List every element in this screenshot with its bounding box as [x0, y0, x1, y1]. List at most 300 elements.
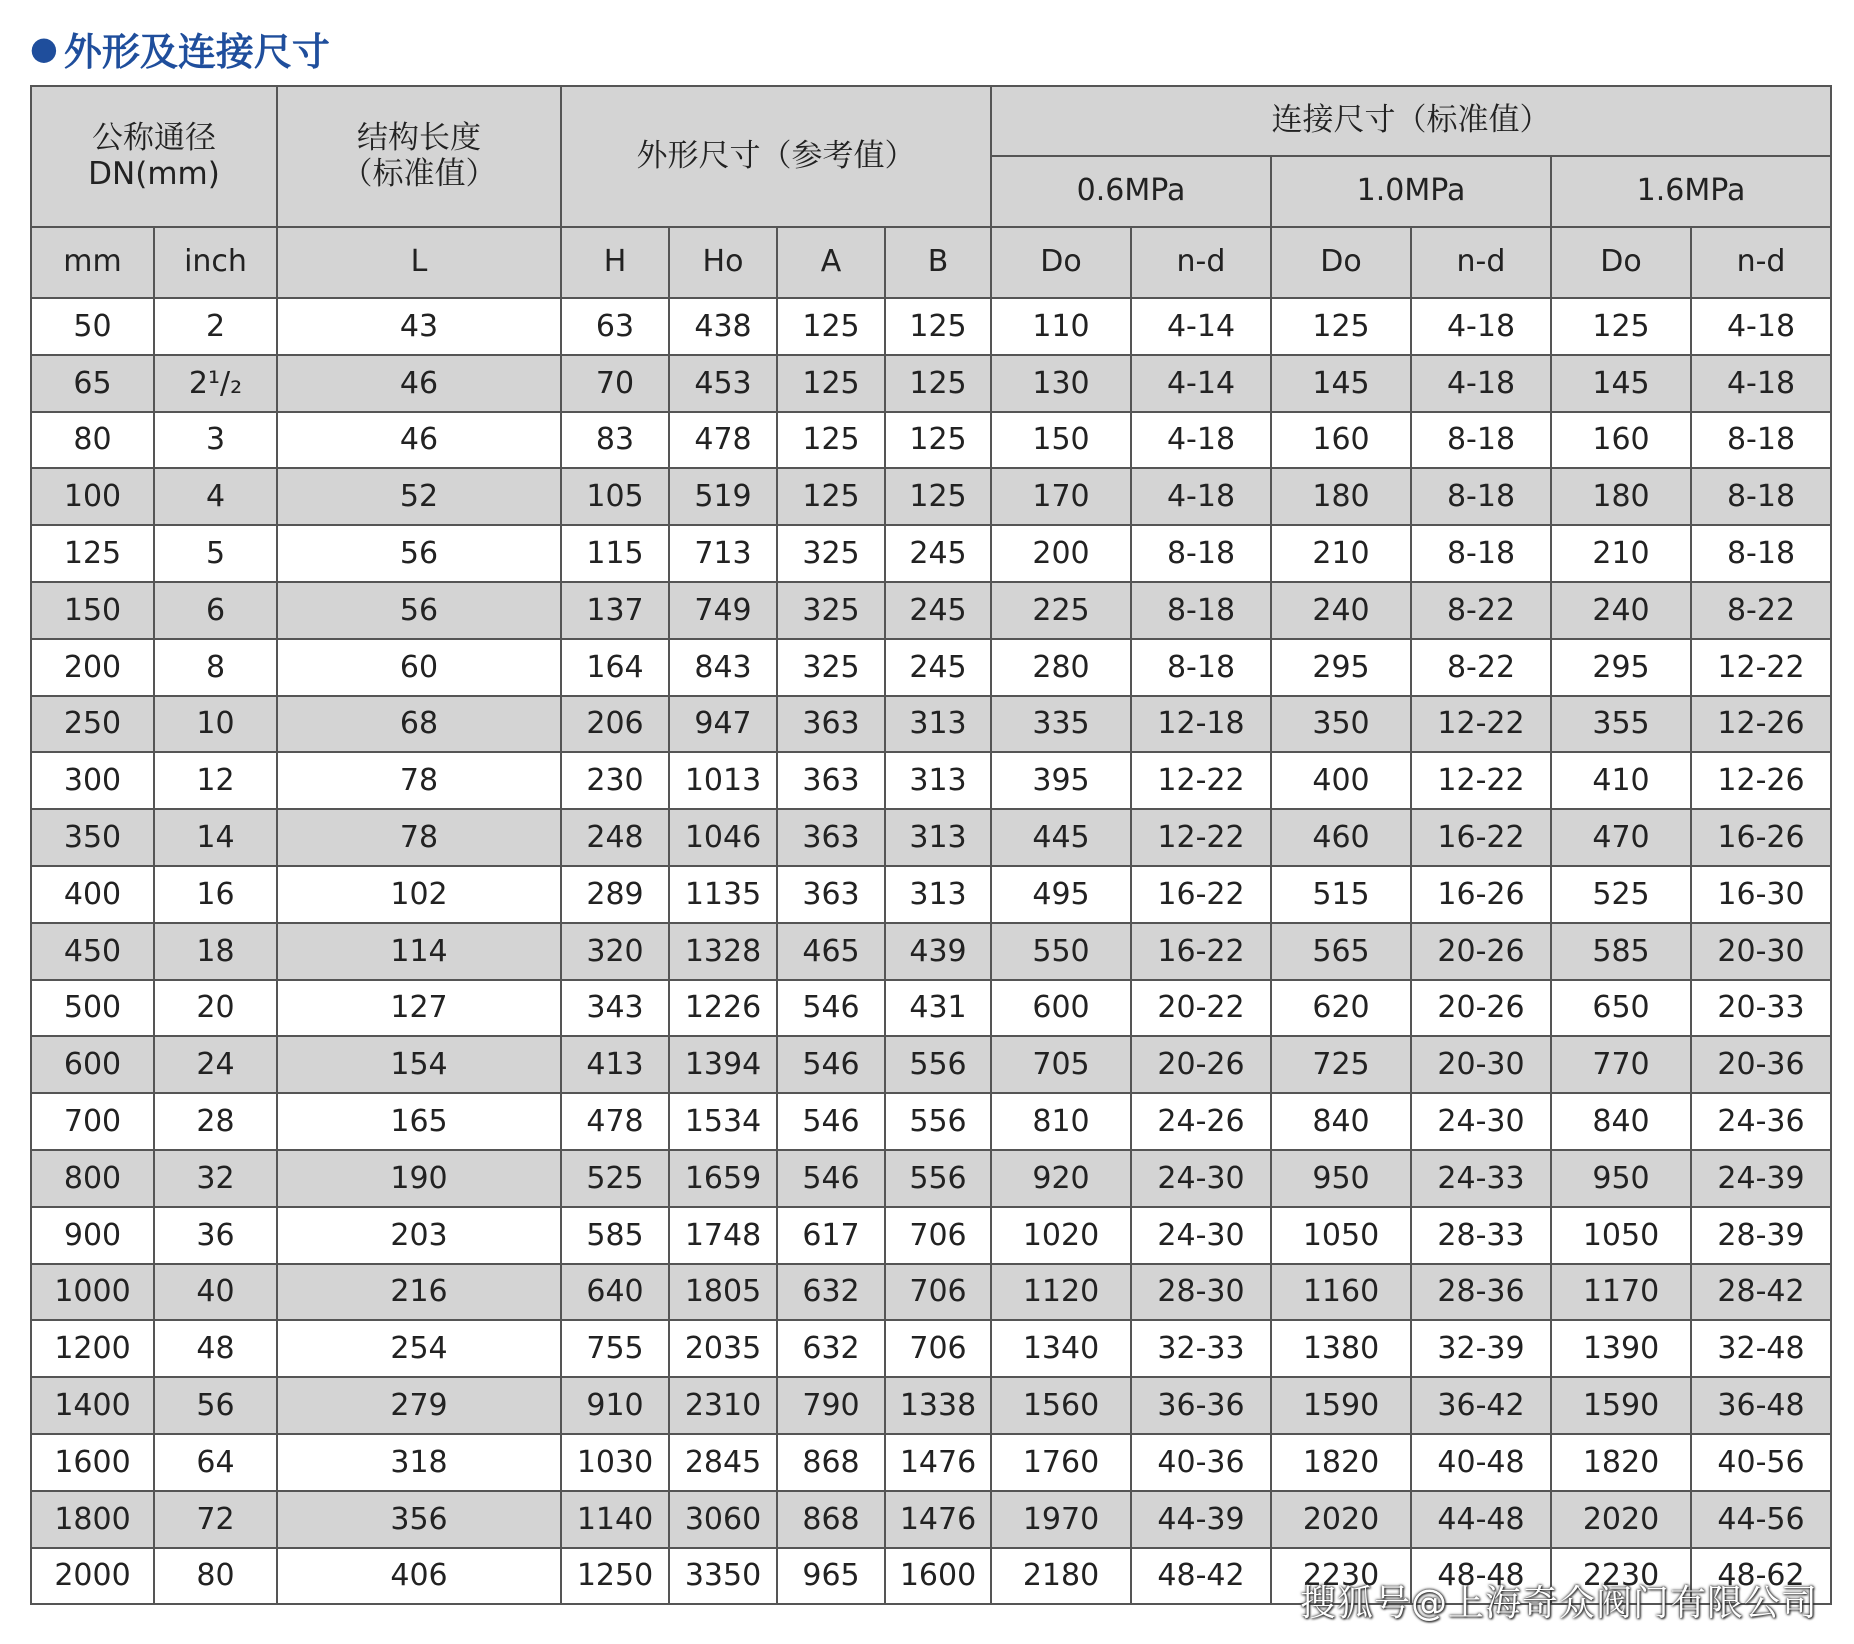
cell-inch: 28 [154, 1093, 277, 1150]
cell-mm: 50 [31, 298, 154, 355]
cell-do-06: 1020 [991, 1207, 1131, 1264]
cell-h: 413 [561, 1036, 669, 1093]
cell-ho: 1013 [669, 752, 777, 809]
table-row [31, 468, 1831, 525]
cell-do-10: 840 [1271, 1093, 1411, 1150]
cell-l: 356 [277, 1491, 561, 1548]
cell-nd-16: 40-56 [1691, 1434, 1831, 1491]
cell-nd-16: 36-48 [1691, 1377, 1831, 1434]
cell-nd-06: 20-26 [1131, 1036, 1271, 1093]
table-row [31, 1093, 1831, 1150]
cell-h: 83 [561, 412, 669, 469]
pressure-header-1-6: 1.6MPa [1551, 156, 1831, 227]
cell-nd-10: 12-22 [1411, 752, 1551, 809]
table-row [31, 809, 1831, 866]
cell-mm: 900 [31, 1207, 154, 1264]
cell-do-10: 210 [1271, 525, 1411, 582]
cell-nd-16: 4-18 [1691, 298, 1831, 355]
cell-b: 556 [885, 1036, 991, 1093]
cell-mm: 1400 [31, 1377, 154, 1434]
cell-do-16: 295 [1551, 639, 1691, 696]
cell-nd-06: 12-18 [1131, 696, 1271, 753]
cell-a: 125 [777, 355, 885, 412]
col-header-b: B [885, 227, 991, 298]
cell-nd-06: 24-30 [1131, 1207, 1271, 1264]
cell-mm: 500 [31, 980, 154, 1037]
cell-l: 43 [277, 298, 561, 355]
cell-do-06: 1120 [991, 1264, 1131, 1321]
cell-inch: 5 [154, 525, 277, 582]
cell-nd-10: 28-36 [1411, 1264, 1551, 1321]
cell-do-16: 950 [1551, 1150, 1691, 1207]
section-heading [30, 22, 330, 74]
cell-inch: 6 [154, 582, 277, 639]
table-row [31, 980, 1831, 1037]
col-header-a: A [777, 227, 885, 298]
cell-do-10: 1050 [1271, 1207, 1411, 1264]
cell-nd-16: 48-62 [1691, 1548, 1831, 1605]
cell-l: 60 [277, 639, 561, 696]
col-header-do-16: Do [1551, 227, 1691, 298]
cell-ho: 1394 [669, 1036, 777, 1093]
cell-inch: 12 [154, 752, 277, 809]
cell-nd-10: 8-18 [1411, 525, 1551, 582]
cell-do-16: 1590 [1551, 1377, 1691, 1434]
cell-nd-06: 36-36 [1131, 1377, 1271, 1434]
cell-a: 325 [777, 582, 885, 639]
cell-do-16: 1390 [1551, 1320, 1691, 1377]
cell-do-16: 355 [1551, 696, 1691, 753]
table-row [31, 1320, 1831, 1377]
col-header-h: H [561, 227, 669, 298]
cell-b: 439 [885, 923, 991, 980]
cell-nd-16: 12-26 [1691, 696, 1831, 753]
cell-do-16: 125 [1551, 298, 1691, 355]
cell-nd-06: 4-18 [1131, 412, 1271, 469]
cell-mm: 600 [31, 1036, 154, 1093]
col-header-nd-16: n-d [1691, 227, 1831, 298]
cell-do-06: 550 [991, 923, 1131, 980]
cell-b: 245 [885, 525, 991, 582]
cell-do-16: 145 [1551, 355, 1691, 412]
table-row [31, 298, 1831, 355]
connection-header: 连接尺寸（标准值） [991, 86, 1831, 156]
cell-mm: 1000 [31, 1264, 154, 1321]
cell-h: 248 [561, 809, 669, 866]
col-header-l: L [277, 227, 561, 298]
cell-a: 546 [777, 980, 885, 1037]
cell-mm: 80 [31, 412, 154, 469]
cell-h: 206 [561, 696, 669, 753]
cell-do-16: 650 [1551, 980, 1691, 1037]
cell-a: 546 [777, 1150, 885, 1207]
cell-nd-06: 40-36 [1131, 1434, 1271, 1491]
cell-a: 546 [777, 1036, 885, 1093]
cell-l: 203 [277, 1207, 561, 1264]
cell-nd-10: 8-18 [1411, 468, 1551, 525]
section-title: 外形及连接尺寸 [63, 29, 330, 74]
cell-do-06: 920 [991, 1150, 1131, 1207]
cell-inch: 32 [154, 1150, 277, 1207]
col-header-ho: Ho [669, 227, 777, 298]
cell-h: 1030 [561, 1434, 669, 1491]
cell-h: 137 [561, 582, 669, 639]
cell-nd-16: 8-22 [1691, 582, 1831, 639]
cell-h: 755 [561, 1320, 669, 1377]
cell-do-06: 170 [991, 468, 1131, 525]
cell-inch: 80 [154, 1548, 277, 1605]
cell-nd-16: 20-33 [1691, 980, 1831, 1037]
cell-nd-16: 12-22 [1691, 639, 1831, 696]
cell-do-16: 2020 [1551, 1491, 1691, 1548]
cell-nd-10: 4-18 [1411, 355, 1551, 412]
cell-do-10: 950 [1271, 1150, 1411, 1207]
table-row [31, 1434, 1831, 1491]
cell-h: 1140 [561, 1491, 669, 1548]
cell-ho: 749 [669, 582, 777, 639]
cell-do-10: 125 [1271, 298, 1411, 355]
col-header-nd-06: n-d [1131, 227, 1271, 298]
cell-l: 279 [277, 1377, 561, 1434]
cell-l: 56 [277, 525, 561, 582]
cell-mm: 700 [31, 1093, 154, 1150]
cell-ho: 1748 [669, 1207, 777, 1264]
cell-b: 125 [885, 298, 991, 355]
cell-ho: 843 [669, 639, 777, 696]
cell-ho: 438 [669, 298, 777, 355]
cell-b: 706 [885, 1207, 991, 1264]
cell-mm: 100 [31, 468, 154, 525]
cell-do-06: 395 [991, 752, 1131, 809]
cell-b: 125 [885, 468, 991, 525]
cell-b: 125 [885, 412, 991, 469]
cell-do-16: 1820 [1551, 1434, 1691, 1491]
col-header-nd-10: n-d [1411, 227, 1551, 298]
cell-do-06: 225 [991, 582, 1131, 639]
cell-nd-06: 16-22 [1131, 923, 1271, 980]
cell-nd-16: 28-39 [1691, 1207, 1831, 1264]
cell-a: 868 [777, 1491, 885, 1548]
cell-ho: 1805 [669, 1264, 777, 1321]
cell-b: 1476 [885, 1491, 991, 1548]
cell-inch: 10 [154, 696, 277, 753]
cell-l: 318 [277, 1434, 561, 1491]
cell-a: 325 [777, 639, 885, 696]
cell-a: 790 [777, 1377, 885, 1434]
col-header-mm: mm [31, 227, 154, 298]
cell-l: 154 [277, 1036, 561, 1093]
cell-nd-10: 24-33 [1411, 1150, 1551, 1207]
cell-do-06: 130 [991, 355, 1131, 412]
cell-l: 68 [277, 696, 561, 753]
cell-l: 190 [277, 1150, 561, 1207]
cell-nd-10: 16-22 [1411, 809, 1551, 866]
cell-b: 431 [885, 980, 991, 1037]
cell-nd-16: 8-18 [1691, 525, 1831, 582]
cell-ho: 2035 [669, 1320, 777, 1377]
cell-nd-16: 20-30 [1691, 923, 1831, 980]
cell-mm: 65 [31, 355, 154, 412]
cell-do-06: 1760 [991, 1434, 1131, 1491]
cell-nd-10: 36-42 [1411, 1377, 1551, 1434]
table-row [31, 582, 1831, 639]
table-row [31, 1264, 1831, 1321]
dn-header-line1: 公称通径 [92, 119, 216, 156]
cell-l: 127 [277, 980, 561, 1037]
cell-nd-16: 24-39 [1691, 1150, 1831, 1207]
cell-do-16: 160 [1551, 412, 1691, 469]
cell-do-06: 150 [991, 412, 1131, 469]
cell-nd-10: 8-22 [1411, 582, 1551, 639]
cell-nd-06: 48-42 [1131, 1548, 1271, 1605]
cell-mm: 1800 [31, 1491, 154, 1548]
cell-a: 465 [777, 923, 885, 980]
table-body [31, 298, 1831, 1604]
cell-b: 313 [885, 696, 991, 753]
cell-mm: 350 [31, 809, 154, 866]
cell-nd-16: 16-26 [1691, 809, 1831, 866]
cell-mm: 250 [31, 696, 154, 753]
cell-nd-10: 20-30 [1411, 1036, 1551, 1093]
cell-do-16: 180 [1551, 468, 1691, 525]
cell-b: 706 [885, 1264, 991, 1321]
cell-nd-06: 4-14 [1131, 355, 1271, 412]
column-header-row [31, 227, 1831, 298]
cell-inch: 24 [154, 1036, 277, 1093]
cell-a: 363 [777, 696, 885, 753]
cell-do-10: 1590 [1271, 1377, 1411, 1434]
cell-nd-10: 20-26 [1411, 923, 1551, 980]
dimension-table [30, 85, 1832, 1605]
cell-inch: 18 [154, 923, 277, 980]
pressure-header-1-0: 1.0MPa [1271, 156, 1551, 227]
cell-h: 320 [561, 923, 669, 980]
pressure-header-0-6: 0.6MPa [991, 156, 1271, 227]
cell-nd-16: 12-26 [1691, 752, 1831, 809]
cell-ho: 2310 [669, 1377, 777, 1434]
cell-l: 46 [277, 355, 561, 412]
cell-do-06: 110 [991, 298, 1131, 355]
cell-h: 585 [561, 1207, 669, 1264]
cell-ho: 3350 [669, 1548, 777, 1605]
cell-ho: 2845 [669, 1434, 777, 1491]
cell-h: 115 [561, 525, 669, 582]
cell-a: 363 [777, 752, 885, 809]
cell-b: 1476 [885, 1434, 991, 1491]
cell-mm: 200 [31, 639, 154, 696]
cell-do-06: 280 [991, 639, 1131, 696]
cell-do-10: 1380 [1271, 1320, 1411, 1377]
cell-l: 254 [277, 1320, 561, 1377]
table-row [31, 1036, 1831, 1093]
cell-l: 52 [277, 468, 561, 525]
cell-do-16: 410 [1551, 752, 1691, 809]
cell-inch: 16 [154, 866, 277, 923]
cell-do-10: 2020 [1271, 1491, 1411, 1548]
length-header [277, 86, 561, 227]
cell-nd-10: 32-39 [1411, 1320, 1551, 1377]
cell-do-06: 445 [991, 809, 1131, 866]
cell-a: 125 [777, 468, 885, 525]
cell-inch: 2¹/₂ [154, 355, 277, 412]
cell-b: 556 [885, 1093, 991, 1150]
length-header-line2: （标准值） [341, 155, 497, 192]
cell-l: 406 [277, 1548, 561, 1605]
cell-l: 216 [277, 1264, 561, 1321]
cell-do-10: 460 [1271, 809, 1411, 866]
cell-nd-06: 8-18 [1131, 525, 1271, 582]
cell-nd-10: 28-33 [1411, 1207, 1551, 1264]
cell-a: 632 [777, 1320, 885, 1377]
cell-a: 125 [777, 298, 885, 355]
cell-inch: 2 [154, 298, 277, 355]
cell-mm: 800 [31, 1150, 154, 1207]
table-row [31, 1150, 1831, 1207]
cell-ho: 519 [669, 468, 777, 525]
cell-b: 313 [885, 752, 991, 809]
cell-nd-10: 44-48 [1411, 1491, 1551, 1548]
cell-do-10: 350 [1271, 696, 1411, 753]
cell-do-16: 840 [1551, 1093, 1691, 1150]
cell-nd-16: 20-36 [1691, 1036, 1831, 1093]
cell-nd-06: 4-14 [1131, 298, 1271, 355]
cell-nd-06: 8-18 [1131, 639, 1271, 696]
cell-nd-16: 4-18 [1691, 355, 1831, 412]
cell-a: 363 [777, 866, 885, 923]
cell-b: 313 [885, 866, 991, 923]
cell-nd-06: 24-26 [1131, 1093, 1271, 1150]
table-row [31, 923, 1831, 980]
cell-l: 102 [277, 866, 561, 923]
cell-nd-16: 24-36 [1691, 1093, 1831, 1150]
cell-nd-16: 16-30 [1691, 866, 1831, 923]
col-header-do-06: Do [991, 227, 1131, 298]
cell-inch: 20 [154, 980, 277, 1037]
cell-ho: 1534 [669, 1093, 777, 1150]
cell-nd-06: 12-22 [1131, 752, 1271, 809]
table-row [31, 866, 1831, 923]
cell-h: 525 [561, 1150, 669, 1207]
cell-nd-06: 44-39 [1131, 1491, 1271, 1548]
cell-do-10: 565 [1271, 923, 1411, 980]
cell-do-10: 295 [1271, 639, 1411, 696]
cell-b: 706 [885, 1320, 991, 1377]
cell-do-10: 725 [1271, 1036, 1411, 1093]
cell-do-06: 335 [991, 696, 1131, 753]
cell-nd-10: 24-30 [1411, 1093, 1551, 1150]
cell-do-10: 400 [1271, 752, 1411, 809]
table-row [31, 525, 1831, 582]
cell-do-16: 210 [1551, 525, 1691, 582]
cell-inch: 40 [154, 1264, 277, 1321]
cell-l: 56 [277, 582, 561, 639]
cell-mm: 450 [31, 923, 154, 980]
dn-header [31, 86, 277, 227]
cell-nd-06: 32-33 [1131, 1320, 1271, 1377]
cell-do-06: 1970 [991, 1491, 1131, 1548]
cell-ho: 3060 [669, 1491, 777, 1548]
table-row [31, 1377, 1831, 1434]
cell-a: 617 [777, 1207, 885, 1264]
cell-do-10: 620 [1271, 980, 1411, 1037]
cell-nd-06: 4-18 [1131, 468, 1271, 525]
cell-nd-10: 20-26 [1411, 980, 1551, 1037]
cell-h: 164 [561, 639, 669, 696]
cell-ho: 1226 [669, 980, 777, 1037]
cell-b: 245 [885, 582, 991, 639]
cell-do-06: 495 [991, 866, 1131, 923]
cell-h: 640 [561, 1264, 669, 1321]
cell-b: 1600 [885, 1548, 991, 1605]
cell-nd-06: 20-22 [1131, 980, 1271, 1037]
cell-do-16: 770 [1551, 1036, 1691, 1093]
cell-do-06: 600 [991, 980, 1131, 1037]
cell-mm: 150 [31, 582, 154, 639]
cell-b: 125 [885, 355, 991, 412]
cell-do-16: 240 [1551, 582, 1691, 639]
cell-do-10: 515 [1271, 866, 1411, 923]
cell-do-06: 1340 [991, 1320, 1131, 1377]
cell-a: 868 [777, 1434, 885, 1491]
bullet-icon: ● [30, 29, 58, 67]
cell-mm: 1200 [31, 1320, 154, 1377]
cell-ho: 1328 [669, 923, 777, 980]
cell-nd-10: 12-22 [1411, 696, 1551, 753]
cell-nd-10: 4-18 [1411, 298, 1551, 355]
cell-l: 78 [277, 752, 561, 809]
table-row [31, 696, 1831, 753]
cell-a: 632 [777, 1264, 885, 1321]
dn-header-line2: DN(mm) [88, 155, 220, 192]
cell-l: 78 [277, 809, 561, 866]
cell-do-10: 240 [1271, 582, 1411, 639]
table-row [31, 412, 1831, 469]
outline-header: 外形尺寸（参考值） [561, 86, 991, 227]
cell-nd-16: 8-18 [1691, 412, 1831, 469]
cell-mm: 400 [31, 866, 154, 923]
length-header-line1: 结构长度 [357, 119, 481, 156]
cell-do-06: 2180 [991, 1548, 1131, 1605]
cell-inch: 4 [154, 468, 277, 525]
cell-nd-16: 8-18 [1691, 468, 1831, 525]
cell-nd-10: 48-48 [1411, 1548, 1551, 1605]
watermark: 搜狐号@上海奇众阀门有限公司 [1299, 1583, 1818, 1624]
cell-nd-10: 8-22 [1411, 639, 1551, 696]
cell-h: 70 [561, 355, 669, 412]
table-row [31, 1491, 1831, 1548]
table-row [31, 752, 1831, 809]
cell-inch: 72 [154, 1491, 277, 1548]
cell-h: 230 [561, 752, 669, 809]
cell-do-16: 2230 [1551, 1548, 1691, 1605]
cell-inch: 64 [154, 1434, 277, 1491]
table-row [31, 1207, 1831, 1264]
cell-inch: 36 [154, 1207, 277, 1264]
cell-mm: 125 [31, 525, 154, 582]
cell-nd-16: 28-42 [1691, 1264, 1831, 1321]
cell-inch: 3 [154, 412, 277, 469]
cell-h: 105 [561, 468, 669, 525]
cell-h: 63 [561, 298, 669, 355]
cell-do-16: 470 [1551, 809, 1691, 866]
cell-b: 1338 [885, 1377, 991, 1434]
cell-do-10: 2230 [1271, 1548, 1411, 1605]
cell-inch: 8 [154, 639, 277, 696]
cell-h: 343 [561, 980, 669, 1037]
cell-b: 556 [885, 1150, 991, 1207]
cell-do-10: 160 [1271, 412, 1411, 469]
cell-ho: 453 [669, 355, 777, 412]
